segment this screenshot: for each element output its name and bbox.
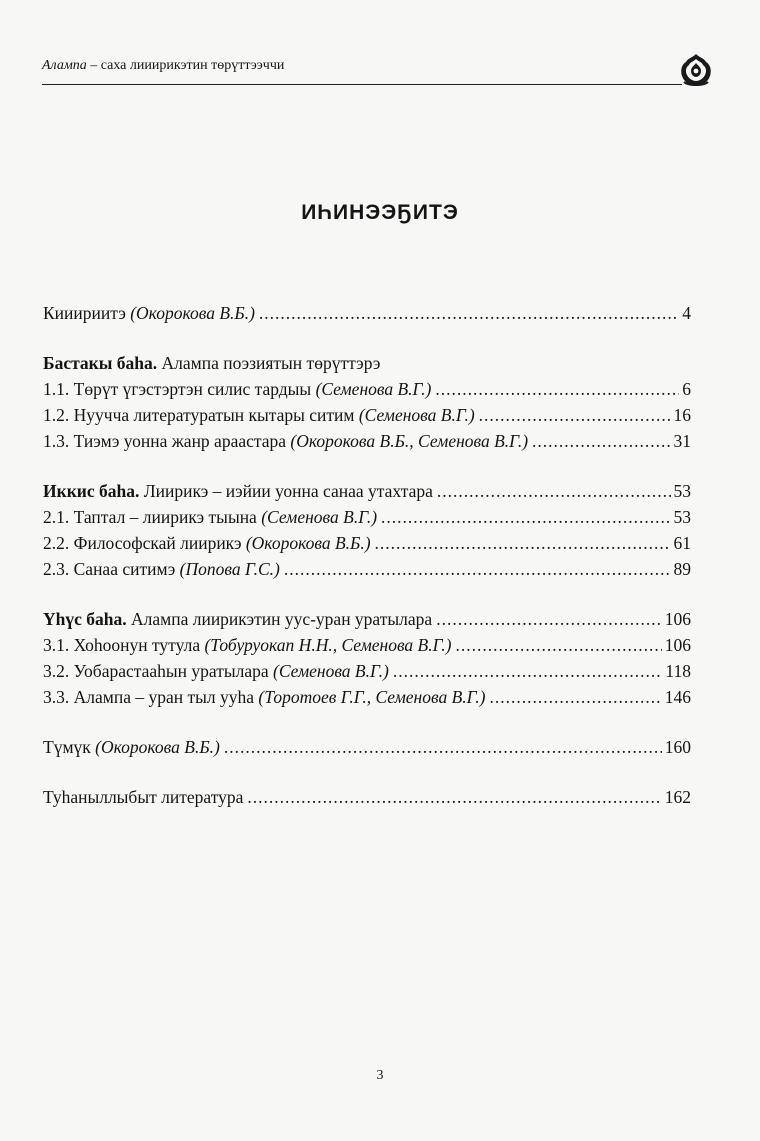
toc-entry-author: (Семенова В.Г.) xyxy=(358,405,475,425)
toc-entry-page: 4 xyxy=(682,303,691,323)
dot-leader xyxy=(247,784,661,810)
toc-entry-2-3[interactable] xyxy=(43,556,691,582)
toc-entry-2-2[interactable] xyxy=(43,530,691,556)
header-title-rest: – саха лииирикэтин төрүттээччи xyxy=(86,58,285,73)
toc-heading: ИҺИНЭЭҔИТЭ xyxy=(301,201,459,224)
toc-entry-page: 31 xyxy=(673,431,691,451)
dot-leader xyxy=(489,684,661,710)
chapter-title: Алампа лиирикэтин уус-уран уратылара xyxy=(126,609,433,629)
toc-entry-page: 146 xyxy=(664,687,691,707)
toc-entry-page: 160 xyxy=(664,737,691,757)
toc-entry-1-2[interactable] xyxy=(43,402,691,428)
toc-entry-3-2[interactable] xyxy=(43,658,691,684)
toc-entry-page: 61 xyxy=(673,533,691,553)
toc-entry-page: 106 xyxy=(664,635,691,655)
dot-leader xyxy=(435,376,679,402)
chapter-3-heading[interactable] xyxy=(43,606,691,632)
toc-entry-author: (Семенова В.Г.) xyxy=(273,661,389,681)
toc-entry-author: (Окорокова В.Б.) xyxy=(95,737,220,757)
toc-entry-page: 6 xyxy=(682,379,691,399)
toc-entry-1-3[interactable] xyxy=(43,428,691,454)
toc-entry-page: 53 xyxy=(673,481,691,501)
toc-entry-author: (Окорокова В.Б., Семенова В.Г.) xyxy=(290,431,529,451)
dot-leader xyxy=(375,530,671,556)
toc-entry-bibliography[interactable] xyxy=(43,784,691,810)
header-title-italic: Алампа xyxy=(42,58,87,73)
toc-entry-page: 53 xyxy=(673,507,691,527)
running-header-title xyxy=(42,58,284,74)
dot-leader xyxy=(284,556,671,582)
chapter-label: Бастакы баһа. xyxy=(43,353,158,373)
toc-entry-author: (Окорокова В.Б.) xyxy=(130,303,255,323)
toc-entry-title: 1.3. Тиэмэ уонна жанр араастара xyxy=(43,431,291,451)
toc-entry-author: (Попова Г.С.) xyxy=(179,559,280,579)
toc-entry-page: 106 xyxy=(664,609,691,629)
dot-leader xyxy=(224,734,662,760)
toc-entry-conclusion[interactable] xyxy=(43,734,691,760)
dot-leader xyxy=(381,504,670,530)
dot-leader xyxy=(437,478,671,504)
toc-entry-title: 2.3. Санаа ситимэ xyxy=(43,559,180,579)
table-of-contents xyxy=(43,300,691,810)
chapter-label: Иккис баһа. xyxy=(43,481,140,501)
toc-entry-1-1[interactable] xyxy=(43,376,691,402)
dot-leader xyxy=(532,428,670,454)
toc-entry-title: 3.3. Алампа – уран тыл ууһа xyxy=(43,687,259,707)
toc-entry-author: (Тобуруокап Н.Н., Семенова В.Г.) xyxy=(204,635,452,655)
toc-entry-title: 1.2. Нуучча литературатын кытары ситим xyxy=(43,405,359,425)
toc-entry-title: 1.1. Төрүт үгэстэртэн силис тардыы xyxy=(43,379,316,399)
toc-entry-title: 3.1. Хоһоонун тутула xyxy=(43,635,205,655)
toc-entry-author: (Семенова В.Г.) xyxy=(261,507,378,527)
page-number: 3 xyxy=(376,1068,384,1083)
toc-entry-author: (Торотоев Г.Г., Семенова В.Г.) xyxy=(258,687,486,707)
toc-entry-title: Түмүк xyxy=(43,737,96,757)
chapter-title: Лиирикэ – иэйии уонна санаа утахтара xyxy=(139,481,433,501)
toc-entry-title: 2.2. Философскай лиирикэ xyxy=(43,533,246,553)
toc-entry-page: 162 xyxy=(664,787,691,807)
dot-leader xyxy=(393,658,663,684)
toc-entry-title: 2.1. Таптал – лиирикэ тыына xyxy=(43,507,262,527)
toc-entry-page: 118 xyxy=(665,661,691,681)
running-header xyxy=(42,52,714,88)
dot-leader xyxy=(436,606,662,632)
toc-entry-3-3[interactable] xyxy=(43,684,691,710)
toc-entry-author: (Семенова В.Г.) xyxy=(315,379,432,399)
toc-entry-title: Кииириитэ xyxy=(43,303,131,323)
toc-entry-3-1[interactable] xyxy=(43,632,691,658)
toc-entry-title: 3.2. Уобарастааһын уратылара xyxy=(43,661,274,681)
chapter-title: Алампа поэзиятын төрүттэрэ xyxy=(157,353,381,373)
dot-leader xyxy=(259,300,679,326)
chapter-2-heading[interactable] xyxy=(43,478,691,504)
toc-entry-2-1[interactable] xyxy=(43,504,691,530)
chapter-1-heading[interactable] xyxy=(43,350,691,376)
dot-leader xyxy=(479,402,671,428)
toc-entry-title: Туһаныллыбыт литература xyxy=(43,787,244,807)
dot-leader xyxy=(455,632,661,658)
toc-entry-intro[interactable] xyxy=(43,300,691,326)
ornament-logo-icon xyxy=(678,52,714,88)
toc-entry-page: 89 xyxy=(673,559,691,579)
header-rule xyxy=(42,84,682,85)
toc-entry-page: 16 xyxy=(673,405,691,425)
toc-entry-author: (Окорокова В.Б.) xyxy=(245,533,371,553)
chapter-label: Үһүс баһа. xyxy=(43,609,127,629)
